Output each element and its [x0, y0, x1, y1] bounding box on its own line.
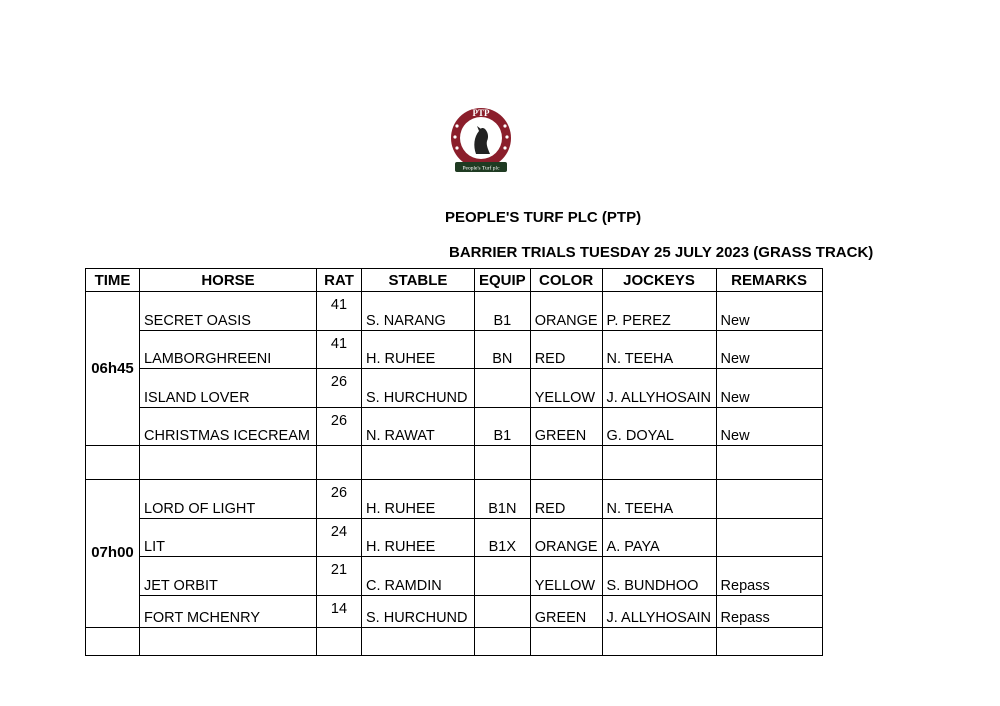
jockey-cell: G. DOYAL	[602, 407, 716, 446]
color-cell: RED	[530, 480, 602, 519]
logo-initials: PTP	[472, 108, 490, 118]
equip-cell: B1N	[475, 480, 531, 519]
remarks-cell: New	[716, 330, 822, 369]
col-equip: EQUIP	[475, 269, 531, 292]
stable-cell: N. RAWAT	[362, 407, 475, 446]
horse-cell: LIT	[140, 518, 317, 557]
table-row	[86, 518, 823, 557]
stable-cell: H. RUHEE	[362, 330, 475, 369]
stable-cell: C. RAMDIN	[362, 557, 475, 596]
logo-tagline: People's Turf plc	[462, 165, 500, 172]
time-cell: 06h45	[86, 292, 140, 446]
color-cell: ORANGE	[530, 518, 602, 557]
color-cell: RED	[530, 330, 602, 369]
color-cell: YELLOW	[530, 557, 602, 596]
jockey-cell: J. ALLYHOSAIN	[602, 369, 716, 408]
table-row	[86, 292, 823, 331]
rat-cell: 26	[317, 369, 362, 408]
barrier-trials-table	[85, 268, 823, 656]
col-time: TIME	[86, 269, 140, 292]
horse-cell: FORT MCHENRY	[140, 595, 317, 627]
rat-cell: 26	[317, 480, 362, 519]
header-row	[86, 269, 823, 292]
jockey-cell: S. BUNDHOO	[602, 557, 716, 596]
col-color: COLOR	[530, 269, 602, 292]
rat-cell: 24	[317, 518, 362, 557]
horse-cell: LAMBORGHREENI	[140, 330, 317, 369]
table-row	[86, 557, 823, 596]
jockey-cell: A. PAYA	[602, 518, 716, 557]
remarks-cell: New	[716, 292, 822, 331]
remarks-cell	[716, 518, 822, 557]
stable-cell: S. HURCHUND	[362, 595, 475, 627]
remarks-cell: Repass	[716, 595, 822, 627]
horse-cell: ISLAND LOVER	[140, 369, 317, 408]
remarks-cell: New	[716, 407, 822, 446]
horse-cell: SECRET OASIS	[140, 292, 317, 331]
blank-row	[86, 627, 823, 655]
table-row	[86, 369, 823, 408]
equip-cell: B1	[475, 407, 531, 446]
equip-cell	[475, 369, 531, 408]
rat-cell: 14	[317, 595, 362, 627]
horse-cell: CHRISTMAS ICECREAM	[140, 407, 317, 446]
col-remarks: REMARKS	[716, 269, 822, 292]
color-cell: GREEN	[530, 595, 602, 627]
color-cell: GREEN	[530, 407, 602, 446]
jockey-cell: J. ALLYHOSAIN	[602, 595, 716, 627]
horse-cell: JET ORBIT	[140, 557, 317, 596]
stable-cell: S. HURCHUND	[362, 369, 475, 408]
rat-cell: 21	[317, 557, 362, 596]
equip-cell: B1	[475, 292, 531, 331]
col-horse: HORSE	[140, 269, 317, 292]
jockey-cell: N. TEEHA	[602, 330, 716, 369]
color-cell: ORANGE	[530, 292, 602, 331]
equip-cell: B1X	[475, 518, 531, 557]
jockey-cell: N. TEEHA	[602, 480, 716, 519]
rat-cell: 41	[317, 330, 362, 369]
table-row	[86, 595, 823, 627]
color-cell: YELLOW	[530, 369, 602, 408]
col-stable: STABLE	[362, 269, 475, 292]
stable-cell: S. NARANG	[362, 292, 475, 331]
rat-cell: 41	[317, 292, 362, 331]
equip-cell: BN	[475, 330, 531, 369]
time-cell: 07h00	[86, 480, 140, 628]
rat-cell: 26	[317, 407, 362, 446]
equip-cell	[475, 595, 531, 627]
table-row	[86, 480, 823, 519]
equip-cell	[475, 557, 531, 596]
table-row	[86, 407, 823, 446]
remarks-cell: New	[716, 369, 822, 408]
blank-row	[86, 446, 823, 480]
jockey-cell: P. PEREZ	[602, 292, 716, 331]
table-row	[86, 330, 823, 369]
remarks-cell	[716, 480, 822, 519]
remarks-cell: Repass	[716, 557, 822, 596]
stable-cell: H. RUHEE	[362, 518, 475, 557]
stable-cell: H. RUHEE	[362, 480, 475, 519]
col-rat: RAT	[317, 269, 362, 292]
col-jockeys: JOCKEYS	[602, 269, 716, 292]
ptp-logo	[446, 104, 516, 180]
horse-cell: LORD OF LIGHT	[140, 480, 317, 519]
